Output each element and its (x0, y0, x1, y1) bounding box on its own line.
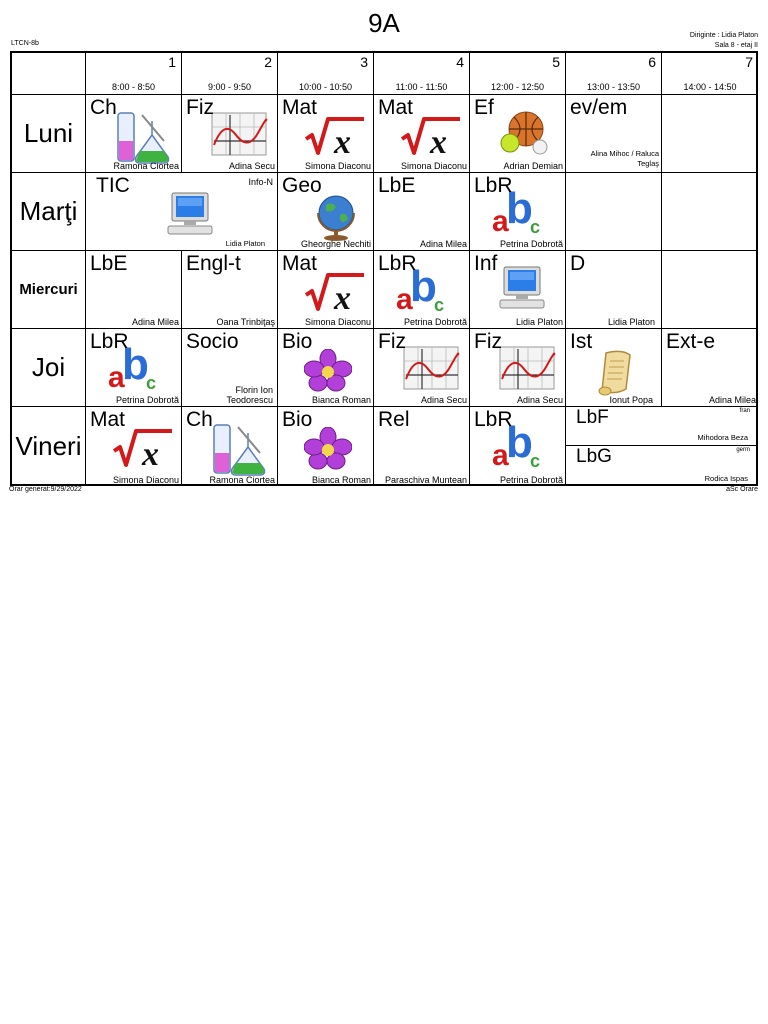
subject-label: Inf (474, 252, 498, 275)
subject-label: Mat (90, 408, 126, 431)
teacher-name: Simona Diaconu (400, 161, 467, 171)
form-teacher: Diriginte : Lidia Platon (689, 32, 758, 39)
lesson-cell[interactable] (374, 251, 470, 329)
day-luni: Luni (12, 95, 86, 173)
room-label: Sala 8 - etaj II (714, 42, 758, 49)
day-vineri: Vineri (12, 407, 86, 486)
subject-label: Fiz (378, 330, 406, 353)
teacher-name: Petrina Dobrotă (403, 317, 467, 327)
subject-label: Bio (282, 408, 313, 431)
lesson-cell[interactable] (278, 407, 374, 486)
group-label: fran (739, 408, 750, 414)
period-number: 3 (360, 54, 368, 70)
subject-label: Socio (186, 330, 239, 353)
teacher-name: Adina Secu (228, 161, 275, 171)
day-miercuri: Miercuri (12, 251, 86, 329)
period-time: 11:00 - 11:50 (395, 82, 448, 92)
empty-cell (662, 95, 758, 173)
subject-label: LbR (378, 252, 417, 275)
subject-label: Rel (378, 408, 410, 431)
subject-label: LbE (90, 252, 128, 275)
lesson-cell[interactable] (182, 251, 278, 329)
software-label: aSc Orare (726, 486, 758, 493)
subject-label: Engl-t (186, 252, 241, 275)
chemistry-flask-icon (208, 423, 270, 479)
teacher-name: Lidia Platon (607, 317, 655, 327)
subject-label: Fiz (186, 96, 214, 119)
period-header-3 (278, 53, 374, 95)
subject-label: Geo (282, 174, 322, 197)
period-header-7 (662, 53, 758, 95)
split-bottom[interactable] (566, 446, 758, 486)
subject-label: LbR (474, 408, 513, 431)
teacher-name: Simona Diaconu (304, 161, 371, 171)
subject-label: Mat (282, 96, 318, 119)
period-time: 14:00 - 14:50 (683, 82, 737, 92)
flower-icon (304, 427, 352, 471)
subject-label: Ext-e (666, 330, 716, 353)
lesson-cell[interactable] (662, 329, 758, 407)
teacher-name: Adrian Demian (503, 161, 563, 171)
lesson-cell[interactable] (566, 251, 662, 329)
lesson-cell[interactable] (86, 329, 182, 407)
teacher-name: Simona Diaconu (112, 475, 179, 485)
teacher-name: Alina Mihoc / Raluca Teglaş (590, 149, 659, 168)
corner-cell (12, 53, 86, 95)
period-header-2 (182, 53, 278, 95)
period-header-5 (470, 53, 566, 95)
split-top[interactable] (566, 407, 758, 445)
teacher-name: Florin Ion Teodorescu (226, 385, 273, 405)
lesson-cell[interactable] (374, 173, 470, 251)
teacher-name: Lidia Platon (225, 239, 265, 248)
teacher-name: Ramona Ciortea (113, 161, 179, 171)
computer-icon (166, 191, 214, 237)
scroll-icon (596, 349, 638, 397)
teacher-name: Lidia Platon (515, 317, 563, 327)
lesson-cell[interactable] (470, 173, 566, 251)
lesson-cell[interactable] (86, 95, 182, 173)
lesson-cell-double[interactable] (86, 173, 278, 251)
period-time: 10:00 - 10:50 (298, 82, 353, 92)
lesson-cell[interactable] (86, 251, 182, 329)
day-joi: Joi (12, 329, 86, 407)
sports-balls-icon (496, 109, 556, 157)
globe-icon (312, 191, 360, 241)
flower-icon (304, 349, 352, 393)
physics-graph-icon (498, 345, 558, 393)
subject-label: ev/em (570, 96, 628, 119)
teacher-name: Adina Secu (420, 395, 467, 405)
lesson-cell[interactable] (470, 329, 566, 407)
teacher-name: Adina Milea (131, 317, 179, 327)
subject-label: TIC (96, 174, 130, 197)
period-number: 2 (264, 54, 272, 70)
subject-label: Fiz (474, 330, 502, 353)
teacher-name: Gheorghe Nechiti (300, 239, 371, 249)
teacher-name: Oana Trinbiţaş (216, 317, 275, 327)
subject-label: LbG (576, 446, 612, 467)
teacher-name: Adina Secu (516, 395, 563, 405)
empty-cell (566, 173, 662, 251)
teacher-name: Adina Milea (708, 395, 756, 405)
subject-label: Bio (282, 330, 313, 353)
generated-date: Orar generat:9/29/2022 (9, 486, 82, 493)
teacher-name: Ramona Ciortea (209, 475, 275, 485)
subject-label: Ch (90, 96, 117, 119)
teacher-name: Ionut Popa (609, 395, 653, 405)
lesson-cell[interactable] (278, 173, 374, 251)
lesson-cell[interactable] (182, 407, 278, 486)
period-number: 6 (648, 54, 656, 70)
lesson-cell[interactable] (278, 329, 374, 407)
subject-label: Mat (378, 96, 414, 119)
lesson-cell[interactable] (278, 251, 374, 329)
teacher-name: Paraschiva Muntean (384, 475, 467, 485)
group-label: germ (736, 447, 750, 453)
period-header-4 (374, 53, 470, 95)
period-time: 8:00 - 8:50 (111, 82, 156, 92)
physics-graph-icon (402, 345, 462, 393)
teacher-name: Rodica Ispas (704, 474, 748, 483)
period-number: 7 (745, 54, 753, 70)
day-marti: Marţi (12, 173, 86, 251)
lesson-cell[interactable] (374, 95, 470, 173)
computer-icon (498, 265, 546, 311)
header-info (690, 31, 758, 51)
subject-label: Ist (570, 330, 593, 353)
lesson-cell[interactable] (470, 95, 566, 173)
empty-cell (662, 251, 758, 329)
lesson-cell[interactable] (278, 95, 374, 173)
lesson-cell[interactable] (566, 95, 662, 173)
teacher-name: Petrina Dobrotă (499, 239, 563, 249)
subject-label: LbR (90, 330, 129, 353)
lesson-cell[interactable] (566, 329, 662, 407)
lesson-cell[interactable] (470, 251, 566, 329)
teacher-name: Bianca Roman (311, 475, 371, 485)
teacher-name: Petrina Dobrotă (499, 475, 563, 485)
teacher-name: Adina Milea (419, 239, 467, 249)
subject-label: Mat (282, 252, 318, 275)
teacher-name: Bianca Roman (311, 395, 371, 405)
teacher-name: Petrina Dobrotă (115, 395, 179, 405)
class-title: 9A (368, 8, 400, 38)
period-header-6 (566, 53, 662, 95)
lesson-cell[interactable] (374, 407, 470, 486)
lesson-cell[interactable] (86, 407, 182, 486)
period-time: 13:00 - 13:50 (586, 82, 641, 92)
teacher-name: Mihodora Beza (697, 433, 748, 442)
period-header-1 (86, 53, 182, 95)
subject-label: LbE (378, 174, 416, 197)
period-time: 12:00 - 12:50 (490, 82, 545, 92)
period-number: 1 (168, 54, 176, 70)
period-number: 4 (456, 54, 464, 70)
school-code: LTCN-8b (11, 40, 39, 47)
lesson-cell-split[interactable] (566, 407, 758, 486)
group-note: Info-N (248, 177, 273, 187)
lesson-cell[interactable] (182, 95, 278, 173)
lesson-cell[interactable] (182, 329, 278, 407)
chemistry-flask-icon (112, 111, 174, 167)
physics-graph-icon (210, 111, 270, 159)
subject-label: Ch (186, 408, 213, 431)
lesson-cell[interactable] (470, 407, 566, 486)
lesson-cell[interactable] (374, 329, 470, 407)
subject-label: D (570, 252, 586, 275)
period-number: 5 (552, 54, 560, 70)
empty-cell (662, 173, 758, 251)
timetable-grid (10, 51, 758, 486)
period-time: 9:00 - 9:50 (207, 82, 252, 92)
subject-label: Ef (474, 96, 494, 119)
subject-label: LbR (474, 174, 513, 197)
subject-label: LbF (576, 407, 609, 428)
teacher-name: Simona Diaconu (304, 317, 371, 327)
